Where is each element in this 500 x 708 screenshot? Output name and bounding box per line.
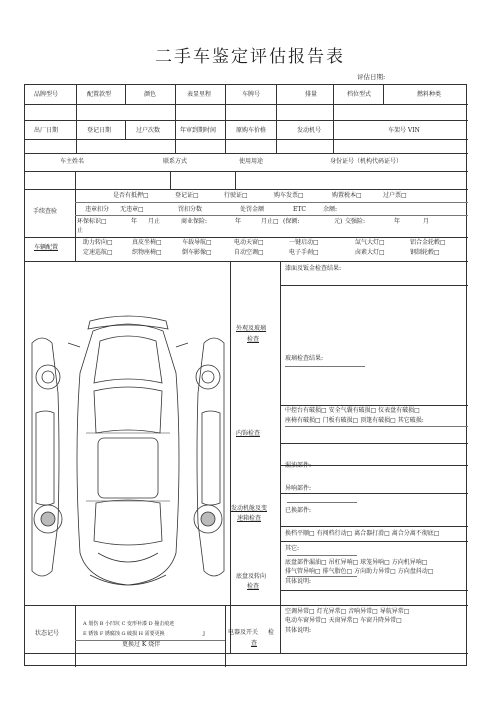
- engine-other: 其它:: [285, 545, 300, 552]
- row2-vin: 车架号 VIN: [388, 127, 420, 134]
- config-halogen: 卤素大灯□: [355, 249, 385, 256]
- chassis-label-2: 检查: [247, 583, 260, 590]
- procedures-label: 手续查验: [33, 208, 58, 215]
- engine-label-2: 速箱检查: [237, 515, 262, 522]
- deducted-points: 罚扣分数: [178, 206, 203, 213]
- chassis-line1: 底盘部件漏油□ 吊杠异响□ 球笼异响□ 方向机异响□: [285, 559, 428, 566]
- status-line3: 更换过 K 烧伴: [122, 641, 161, 648]
- procedures-license: 行驶证□: [224, 192, 248, 199]
- row2-register-date: 登记日期: [87, 127, 112, 134]
- config-navigation: 车载导航□: [182, 239, 212, 246]
- row1-color: 颜色: [144, 91, 157, 98]
- procedures-reg-cert: 登记证□: [175, 192, 199, 199]
- electrical-line3: 其体说明:: [285, 627, 312, 634]
- config-auto-ac: 自动空调□: [234, 249, 264, 256]
- electrical-label-2: 检: [268, 629, 275, 636]
- row1-plate: 车牌号: [242, 91, 261, 98]
- noise-parts: 异响部件:: [285, 485, 312, 492]
- status-line2: E 锈蚀 F 锈腐蚀 G 破损 H 需要更换: [83, 631, 165, 637]
- row2-manufacture-date: 出厂日期: [34, 127, 59, 134]
- procedures-transfer: 过户票□: [383, 192, 407, 199]
- interior-line2: 座椅有破损□ 门板有破损□ 顶篷有破损□ 其它破损:: [285, 417, 424, 424]
- violation-points-label: 违章扣分: [85, 206, 110, 213]
- exterior-label-2: 检查: [247, 336, 260, 343]
- ci-year: 年: [235, 218, 242, 225]
- config-keyless: 一键启动□: [289, 239, 319, 246]
- row3-id-number: 身份证号（机构代码证号）: [330, 158, 403, 165]
- procedures-invoice: 购车发票□: [274, 192, 304, 199]
- ci-month: 月止□: [261, 218, 279, 225]
- config-e-brake: 电子手刹□: [289, 249, 319, 256]
- leaking-parts: 漏油部件:: [285, 462, 312, 469]
- electrical-line1: 空调异常□ 灯光异常□ 音响异常□ 导航异常□: [285, 608, 410, 615]
- electrical-line2: 电动车窗异常□ 天窗异常□ 车窗升降异常□: [285, 617, 402, 624]
- config-label: 车辆配置: [34, 244, 59, 251]
- electrical-label: 电器及开关: [228, 629, 259, 636]
- config-fabric-seat: 织物座椅□: [132, 249, 162, 256]
- config-steel-wheels: 钢制轮毂□: [410, 249, 440, 256]
- env-label: 环保标识□: [77, 218, 107, 225]
- config-xenon: 氙气大灯□: [355, 239, 385, 246]
- env-month: 月止: [148, 218, 161, 225]
- interior-line1: 中控台有破损□ 安全气囊有破损□ 仪表盘有破损□: [285, 407, 420, 414]
- row1-odometer: 表显里程: [187, 91, 212, 98]
- row1-config: 配置款型: [87, 91, 112, 98]
- procedures-mortgage: 是否有抵押□: [113, 192, 149, 199]
- row3-contact: 联系方式: [163, 158, 188, 165]
- evaluation-date-label: 评估日期:: [357, 73, 386, 81]
- chassis-line2: 排气管异响□ 排气脂色□ 方向助力异常□ 方向盘抖动□: [285, 568, 434, 575]
- status-label: 状态记号: [35, 630, 60, 637]
- row3-usage: 使用用途: [239, 158, 264, 165]
- row3-owner-name: 车主姓名: [60, 158, 85, 165]
- no-violation: 无违章□: [120, 206, 144, 213]
- engine-label: 发动机舱及变: [231, 505, 268, 512]
- row1-fuel: 燃料种类: [417, 91, 442, 98]
- vehicle-diagram: [28, 313, 228, 595]
- row2-inspection-expiry: 年审到期时间: [180, 127, 217, 134]
- insured-amount: (保额:: [283, 218, 300, 225]
- row1-brand-model: 品牌型号: [34, 91, 59, 98]
- row1-displacement: 排量: [305, 91, 318, 98]
- config-power-steering: 助力转向□: [83, 239, 113, 246]
- interior-label: 内饰检查: [236, 430, 261, 437]
- env-year: 年: [131, 218, 138, 225]
- procedures-tax: 购置税本□: [332, 192, 362, 199]
- status-line1: A 划伤 B 小凹坑 C 变形补漆 D 撞击痕迹: [83, 621, 175, 627]
- comp-month: 月: [423, 218, 430, 225]
- engine-line4: 换档平顺□ 有闯档行动□ 离合器打滑□ 离合分离不彻底□: [285, 530, 440, 537]
- config-cruise: 定速巡航□: [83, 249, 113, 256]
- comp-year: 年: [394, 218, 401, 225]
- replaced-parts: 已换部件:: [285, 507, 312, 514]
- report-title: 二手车鉴定评估报告表: [155, 47, 345, 67]
- row2-transfer-count: 过户次数: [136, 127, 161, 134]
- config-sunroof: 电动天窗□: [234, 239, 264, 246]
- config-leather-seat: 真皮坐椅□: [132, 239, 162, 246]
- row2-original-price: 原购车价格: [236, 127, 267, 134]
- exterior-label: 外观及玻璃: [236, 325, 267, 332]
- status-line2-end: J: [203, 631, 206, 637]
- etc-balance: 余额:: [323, 206, 338, 213]
- paint-result: 漆面及钣金检查结果:: [285, 265, 342, 272]
- row2-engine-number: 发动机号: [297, 127, 322, 134]
- row1-gearbox: 档位型式: [347, 91, 372, 98]
- etc-label: ETC: [293, 206, 306, 213]
- env-end: 止: [77, 227, 84, 234]
- fine-amount: 处罚金额: [240, 206, 265, 213]
- chassis-label: 底盘及转向: [236, 573, 267, 580]
- config-alloy-wheels: 铝合金轮毂□: [410, 239, 446, 246]
- electrical-label-3: 查: [251, 640, 258, 647]
- commercial-insurance: 商业保险:: [181, 218, 208, 225]
- config-rear-camera: 倒车影像□: [182, 249, 212, 256]
- insured-unit: 元): [334, 218, 343, 225]
- chassis-line3: 其体说明:: [285, 578, 312, 585]
- compulsory-insurance: 交强险:: [345, 218, 366, 225]
- glass-result: 玻璃检查结果:: [285, 355, 324, 362]
